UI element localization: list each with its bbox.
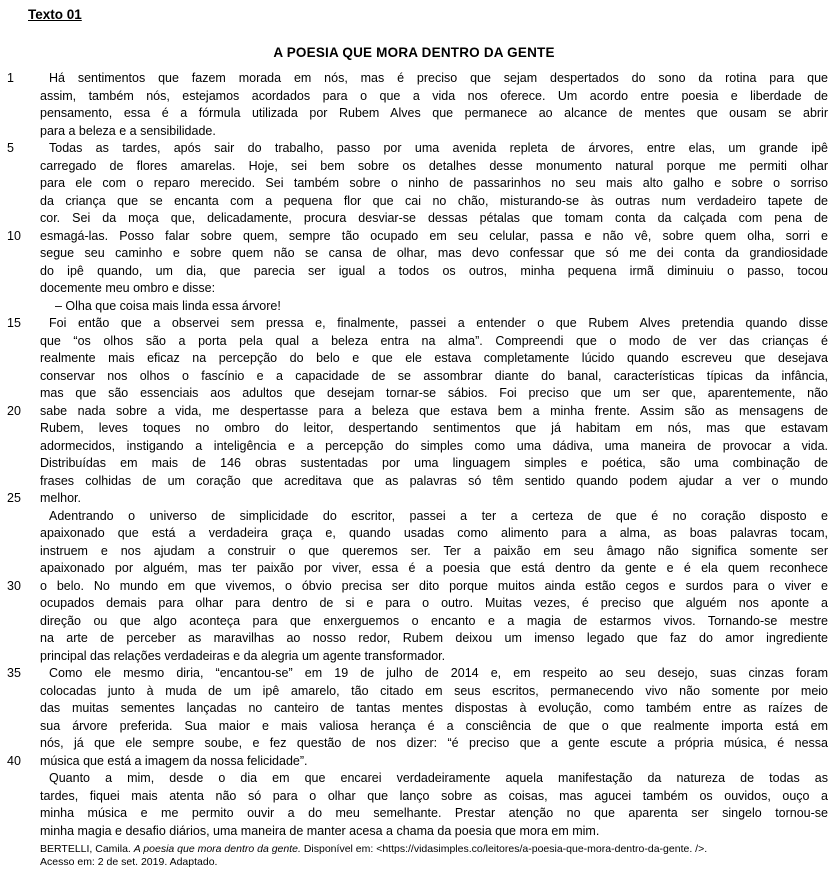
- body-line: [7, 788, 828, 806]
- line-number: [7, 438, 40, 456]
- line-text: adormecidos, instigando a inteligência e a percepção do simples como uma dádiva, uma maneira de provocar a vida.: [40, 438, 828, 453]
- line-number: [7, 700, 40, 718]
- line-number: [7, 683, 40, 701]
- body-line: [7, 245, 828, 263]
- line-text: direção ou que algo aconteça para que enxerguemos o encanto e a magia de estarmos vivos. Tornando-se mestre: [40, 613, 828, 628]
- line-number: [7, 525, 40, 543]
- line-number: [7, 770, 40, 788]
- body-line: [7, 648, 828, 666]
- line-number: [7, 280, 40, 298]
- line-number: [7, 613, 40, 631]
- line-number: 1: [7, 71, 14, 85]
- body-line: [7, 718, 828, 736]
- body-line: [7, 403, 828, 421]
- line-number: [7, 473, 40, 491]
- body-line: [7, 508, 828, 526]
- line-text: Adentrando o universo de simplicidade do escritor, passei a ter a certeza de que é no coração disposto e: [49, 508, 828, 523]
- line-text: Quanto a mim, desde o dia em que encarei verdadeiramente aquela manifestação da natureza de todas as: [49, 771, 828, 785]
- body-line: [7, 735, 828, 753]
- citation-author: BERTELLI, Camila.: [40, 843, 134, 855]
- line-number: [7, 455, 40, 473]
- body-line: [7, 665, 828, 683]
- line-text: Distribuídas em mais de 146 obras sustentadas por uma linguagem simples e poética, são uma combinação de: [40, 456, 828, 470]
- line-text: segue seu caminho e sobre quem não se cansa de olhar, mas devo confessar que só me dei conta da grandiosidade: [40, 246, 828, 260]
- line-text: melhor.: [40, 491, 81, 505]
- line-number: [7, 193, 40, 211]
- citation-source: Disponível em: <https://vidasimples.co/leitores/a-poesia-que-mora-dentro-da-gente. />.: [300, 843, 708, 855]
- line-text: para ele com o reparo merecido. Sei também sobre o ninho de passarinhos no seu mais alto galho e sobre o sorriso: [40, 176, 828, 190]
- line-text: instruem e nos ajudam a construir o que queremos ser. Ter a paixão em seu âmago não significa somente ser: [40, 543, 828, 558]
- body-line: [7, 175, 828, 193]
- line-text: na arte de perceber as maravilhas ao nosso redor, Rubem deixou um imenso legado que faz do amor ingrediente: [40, 631, 828, 645]
- citation-access: Acesso em: 2 de set. 2019. Adaptado.: [40, 856, 218, 868]
- body-line: [7, 420, 828, 438]
- line-text: principal das relações verdadeiras e da alegria um agente transformador.: [40, 648, 446, 663]
- body-line: [7, 158, 828, 176]
- line-text: das muitas sementes lançadas no canteiro de tantas mentes dispostas à evolução, como também entre as raízes de: [40, 701, 828, 715]
- line-number: [7, 805, 40, 823]
- body-line: [7, 473, 828, 491]
- line-text: frases colhidas de um coração que acreditava que as palavras só têm sentido quando podem ajudar a ver o mundo: [40, 473, 828, 488]
- line-number: [7, 823, 40, 841]
- body-line: [7, 140, 828, 158]
- line-number: 15: [7, 316, 21, 330]
- body-line: [7, 525, 828, 543]
- line-text: minha música e me permito ouvir a do meu semelhante. Prestar atenção no que aparenta ser singelo tornou-se: [40, 806, 828, 820]
- line-number: [7, 718, 40, 736]
- line-number: [7, 210, 40, 228]
- line-number: [7, 158, 40, 176]
- line-number: [7, 420, 40, 438]
- line-text: esmagá-las. Posso falar sobre quem, sempre tão ocupado em seu celular, passa e não vê, sobre quem olha, sorri e: [40, 228, 828, 243]
- line-number: [7, 175, 40, 193]
- body-line: [7, 193, 828, 211]
- body-line: [7, 228, 828, 246]
- line-number: [7, 88, 40, 106]
- page-title: A POESIA QUE MORA DENTRO DA GENTE: [273, 45, 555, 60]
- line-text: Como ele mesmo diria, “encantou-se” em 19 de julho de 2014 e, em respeito ao seu desejo, suas cinzas foram: [49, 666, 828, 680]
- line-text: que “os olhos são a porta pela qual a beleza entra na alma”. Compreendi que o modo de ver das crianças é: [40, 333, 828, 348]
- line-text: para a beleza e a sensibilidade.: [40, 123, 216, 138]
- body-line: [7, 298, 828, 316]
- line-text: da criança que se encanta com a pequena flor que cai no chão, misturando-se às outras num verdadeiro tapete de: [40, 193, 828, 208]
- body-line: [7, 595, 828, 613]
- body-line: [7, 578, 828, 596]
- body-line: [7, 368, 828, 386]
- line-number: [7, 648, 40, 666]
- line-number: [7, 543, 40, 561]
- line-text: assim, também nós, estejamos acordados para o que a vida nos oferece. Um acordo entre poesia e liberdade de: [40, 88, 828, 103]
- line-number: [7, 368, 40, 386]
- line-text: Há sentimentos que fazem morada em nós, mas é preciso que sejam despertados do sono da rotina para que: [49, 71, 828, 85]
- body-line: [7, 770, 828, 788]
- body-line: [7, 630, 828, 648]
- line-number: [7, 263, 40, 281]
- line-text: ocupados demais para olhar para dentro de si e para o outro. Muitas vezes, é preciso que alguém nos aponte a: [40, 596, 828, 610]
- body-line: [7, 350, 828, 368]
- line-number: [7, 508, 40, 526]
- line-number: [7, 333, 40, 351]
- body-line: [7, 753, 828, 771]
- body-line: [7, 823, 828, 841]
- body-line: [7, 805, 828, 823]
- body-line: [7, 438, 828, 456]
- line-number: [7, 735, 40, 753]
- body-line: [7, 105, 828, 123]
- line-text: mas que são essenciais aos adultos que desejam tornar-se sábios. Foi preciso que um ser que, aparentemente, não: [40, 386, 828, 400]
- line-text: tardes, fiquei mais atenta não só para o olhar que lanço sobre as coisas, mas agucei também os ouvidos, ouço a: [40, 788, 828, 803]
- line-text: sua árvore preferida. Sua maior e mais valiosa herança é a consciência de que o que realmente importa está em: [40, 718, 828, 733]
- line-number: 5: [7, 141, 14, 155]
- line-number: 10: [7, 228, 21, 243]
- line-number: 30: [7, 578, 21, 593]
- line-number: 35: [7, 666, 21, 680]
- body-line: [7, 543, 828, 561]
- line-number: [7, 560, 40, 578]
- line-text: nós, já que ele sempre soube, e fez questão de nos dizer: “é preciso que a gente escute a própria música, é nessa: [40, 736, 828, 750]
- text-label: Texto 01: [28, 7, 82, 22]
- line-text: cor. Sei da moça que, delicadamente, procura desviar-se dessas pétalas que tomam conta da calçada com pena de: [40, 211, 828, 225]
- line-text: colocadas junto à muda de um ipê amarelo, tão citado em seus escritos, permanecendo vivo não somente por meio: [40, 683, 828, 698]
- line-text: carregado de flores amarelas. Hoje, sei bem sobre os detalhes desse monumento natural porque me permiti olhar: [40, 158, 828, 173]
- line-number: 25: [7, 491, 21, 505]
- body-line: [7, 315, 828, 333]
- body-line: [7, 210, 828, 228]
- line-text: o belo. No mundo em que vivemos, o óbvio precisa ser dito porque muitos ainda estão cegos e surdos para o viver e: [40, 578, 828, 593]
- text-body: [0, 70, 828, 840]
- line-text: docemente meu ombro e disse:: [40, 281, 216, 295]
- body-line: [7, 263, 828, 281]
- line-text: Foi então que a observei sem pressa e, finalmente, passei a entender o que Rubem Alves pretendia quando disse: [49, 316, 828, 330]
- line-text: música que está a imagem da nossa felicidade”.: [40, 753, 308, 768]
- line-number: [7, 245, 40, 263]
- line-number: 20: [7, 403, 21, 418]
- body-line: [7, 123, 828, 141]
- line-number: [7, 350, 40, 368]
- line-number: [7, 788, 40, 806]
- line-number: [7, 123, 40, 141]
- body-line: [7, 88, 828, 106]
- citation-title: A poesia que mora dentro da gente.: [133, 843, 301, 855]
- line-text: conservar nos olhos o fascínio e a capacidade de se assombrar diante do banal, características típicas da infância,: [40, 368, 828, 383]
- line-text: apaixonado por alguém, mas ter paixão por viver, essa é a poesia que está dentro da gente e é ela quem reconhece: [40, 561, 828, 575]
- line-text: Todas as tardes, após sair do trabalho, passo por uma avenida repleta de árvores, entre elas, um grande ipê: [49, 141, 828, 155]
- body-line: [7, 333, 828, 351]
- body-line: [7, 385, 828, 403]
- body-line: [7, 683, 828, 701]
- line-text: do ipê quando, um dia, que parecia ser igual a todos os outros, minha pequena irmã diminuiu o passo, tocou: [40, 263, 828, 278]
- line-text: apaixonado que está a verdadeira graça e, quando usadas como alimento para a alma, as boas palavras tocam,: [40, 526, 828, 540]
- line-number: [7, 105, 40, 123]
- line-text: – Olha que coisa mais linda essa árvore!: [55, 298, 281, 313]
- line-text: pensamento, essa é a fórmula utilizada por Rubem Alves que permanece ao alcance de mentes que ousam se abrir: [40, 106, 828, 120]
- body-line: [7, 613, 828, 631]
- body-line: [7, 455, 828, 473]
- body-line: [7, 490, 828, 508]
- line-number: [7, 385, 40, 403]
- body-line: [7, 560, 828, 578]
- body-line: [7, 70, 828, 88]
- citation: [40, 843, 828, 869]
- line-text: sabe nada sobre a vida, me despertasse para a beleza que estava bem a minha frente. Assim são as mensagens de: [40, 403, 828, 418]
- line-number: [7, 595, 40, 613]
- line-text: realmente mais eficaz na percepção do belo e que ele estava completamente lúcido quando escreveu que desejava: [40, 351, 828, 365]
- line-number: [7, 298, 40, 316]
- line-number: 40: [7, 753, 21, 768]
- line-number: [7, 630, 40, 648]
- body-line: [7, 700, 828, 718]
- body-line: [7, 280, 828, 298]
- line-text: minha magia e desafio diários, uma maneira de manter acesa a chama da poesia que mora em mim.: [40, 823, 600, 838]
- line-text: Rubem, leves toques no ombro do leitor, despertando sentimentos que já habitam em nós, mas que estavam: [40, 421, 828, 435]
